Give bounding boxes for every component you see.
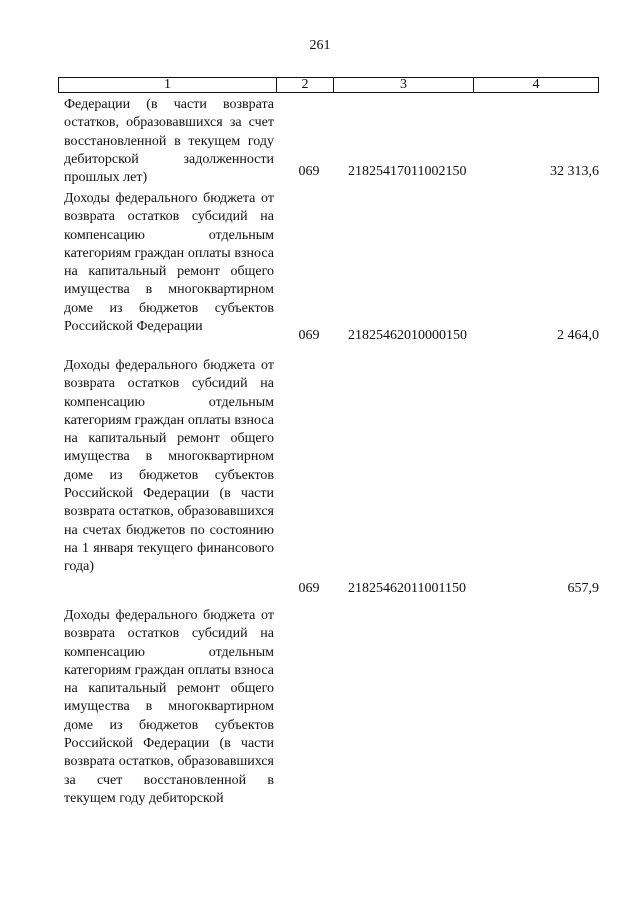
table-row [58, 190, 599, 350]
row-amount: 32 313,6 [550, 164, 599, 179]
row-description: Доходы федерального бюджета от возврата остатков субсидий на компенсацию отдельным категориям граждан оплаты взноса на капитальный ремонт общего имущества в многоквартирном доме из бюджетов субъектов Российской Федерации [64, 191, 274, 335]
row-code: 069 [298, 581, 320, 596]
table-header [58, 77, 599, 93]
row-description: Доходы федерального бюджета от возврата остатков субсидий на компенсацию отдельным категориям граждан оплаты взноса на капитальный ремонт общего имущества в многоквартирном доме из бюджетов субъектов Российской Федерации (в части возврата остатков, образовавшихся за счет восстановленной в текущем году дебиторской [64, 608, 274, 806]
table-row [58, 357, 599, 607]
header-col-3: 3 [333, 78, 473, 92]
row-kbk: 21825462011001150 [348, 581, 466, 596]
row-kbk: 21825462010000150 [348, 328, 467, 343]
header-col-2: 2 [276, 78, 333, 92]
row-amount: 657,9 [567, 581, 599, 596]
table-row [58, 607, 599, 837]
table-row [58, 96, 599, 186]
header-col-4: 4 [473, 78, 598, 92]
row-amount: 2 464,0 [557, 328, 599, 343]
header-col-1: 1 [164, 77, 171, 92]
row-code: 069 [298, 328, 320, 343]
row-description: Федерации (в части возврата остатков, образовавшихся за счет восстановленной в текущем году дебиторской задолженности прошлых лет) [64, 97, 274, 186]
row-description: Доходы федерального бюджета от возврата остатков субсидий на компенсацию отдельным категориям граждан оплаты взноса на капитальный ремонт общего имущества в многоквартирном доме из бюджетов субъектов Российской Федерации (в части возврата остатков, образовавшихся на счетах бюджетов по состоянию на 1 января текущего финансового года) [64, 358, 274, 575]
row-kbk: 21825417011002150 [348, 164, 467, 179]
page-number: 261 [309, 38, 331, 53]
row-code: 069 [298, 164, 320, 179]
